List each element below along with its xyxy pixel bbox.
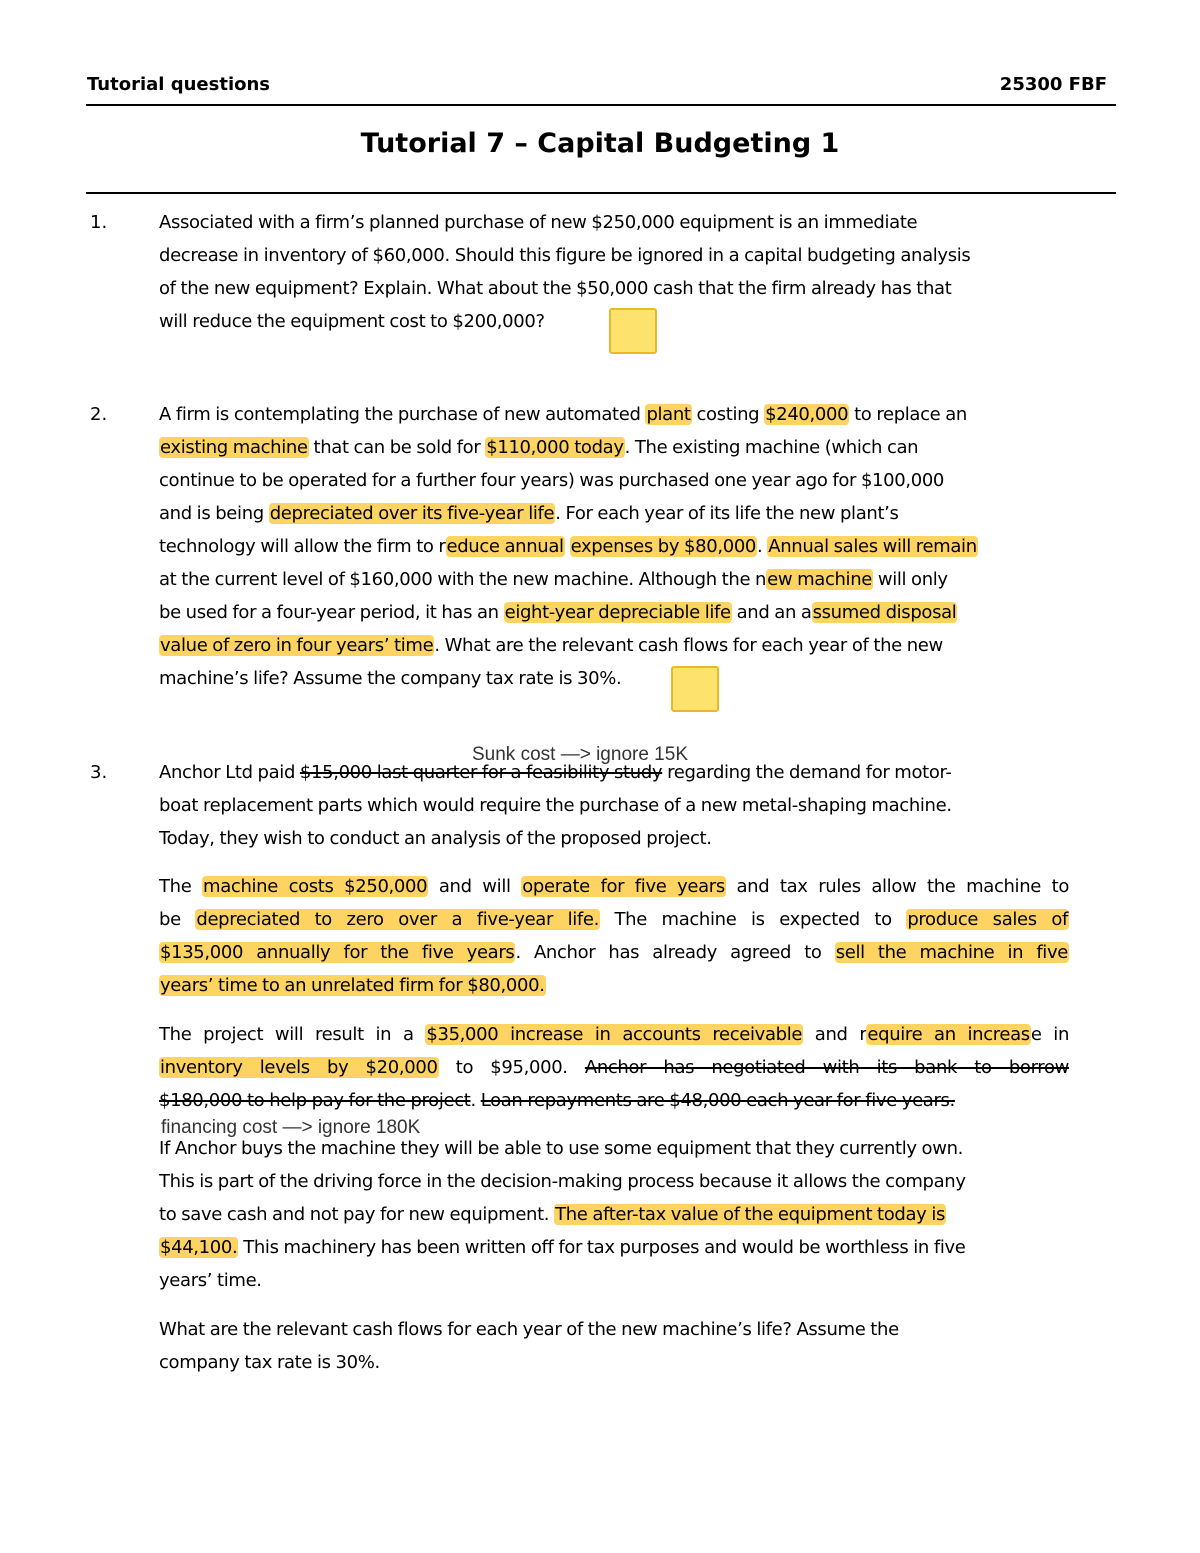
q3-para-2 [159, 870, 1069, 1002]
q2-line: at the current level of $160,000 with the new machine. Although the new machine will only [159, 569, 948, 590]
q2-line: continue to be operated for a further four years) was purchased one year ago for $100,000 [159, 470, 945, 491]
q3-line: Today, they wish to conduct an analysis of the proposed project. [159, 828, 712, 849]
highlight: produce sales of [907, 909, 1069, 930]
title-rule [86, 192, 1116, 194]
highlight: ssumed disposal [812, 602, 957, 623]
q3-para-1 [159, 756, 1069, 855]
highlight: sell the machine in five [835, 942, 1068, 963]
q2-line: machine’s life? Assume the company tax rate is 30%. [159, 668, 622, 689]
highlight: existing machine [160, 437, 308, 458]
q1-number: 1. [90, 212, 108, 233]
highlight: eight-year depreciable life [504, 602, 731, 623]
highlight: equire an increas [867, 1024, 1030, 1045]
q3-line: $180,000 to help pay for the project. Loan repayments are $48,000 each year for five years. [159, 1090, 955, 1111]
highlight: ew machine [767, 569, 872, 590]
highlight: $135,000 annually for the five years [160, 942, 515, 963]
struck-text: Anchor has negotiated with its bank to borrow [584, 1057, 1069, 1078]
q2-line: existing machine that can be sold for $110,000 today. The existing machine (which can [160, 437, 919, 458]
highlight: $35,000 increase in accounts receivable [426, 1024, 803, 1045]
highlight: plant [646, 404, 691, 425]
q3-line: What are the relevant cash flows for each year of the new machine’s life? Assume the [159, 1319, 899, 1340]
q2-line: value of zero in four years’ time. What are the relevant cash flows for each year of the new [160, 635, 943, 656]
struck-text: Loan repayments are $48,000 each year for five years. [480, 1090, 955, 1111]
q3-line: $44,100. This machinery has been written off for tax purposes and would be worthless in five [160, 1237, 966, 1258]
struck-text: $15,000 last quarter for a feasibility study [299, 762, 663, 783]
q3-line: boat replacement parts which would require the purchase of a new metal-shaping machine. [159, 795, 952, 816]
sticky-note-icon[interactable] [671, 666, 719, 712]
q3-line: $135,000 annually for the five years. Anchor has already agreed to sell the machine in five [160, 942, 1068, 963]
header-rule [86, 104, 1116, 106]
q3-line: The project will result in a $35,000 increase in accounts receivable and require an increase in [159, 1024, 1070, 1045]
q2-line: technology will allow the firm to reduce annual expenses by $80,000. Annual sales will remain [159, 536, 977, 557]
sticky-note-icon[interactable] [609, 308, 657, 354]
page-title: Tutorial 7 – Capital Budgeting 1 [360, 128, 840, 159]
q2-line: and is being depreciated over its five-year life. For each year of its life the new plant’s [159, 503, 899, 524]
highlight: Annual sales will remain [768, 536, 977, 557]
q2-text [159, 398, 1069, 695]
q3-line: be depreciated to zero over a five-year life. The machine is expected to produce sales of [159, 909, 1069, 930]
q3-line: years’ time. [159, 1270, 262, 1291]
highlight: depreciated over its five-year life [269, 503, 555, 524]
highlight: expenses by $80,000 [570, 536, 757, 557]
q3-line: This is part of the driving force in the decision-making process because it allows the company [159, 1171, 966, 1192]
q3-number: 3. [90, 762, 108, 783]
q3-line: to save cash and not pay for new equipment. The after-tax value of the equipment today is [159, 1204, 946, 1225]
highlight: machine costs $250,000 [203, 876, 428, 897]
highlight: $110,000 today [486, 437, 624, 458]
q1-line: will reduce the equipment cost to $200,000? [159, 311, 545, 332]
q3-line: The machine costs $250,000 and will operate for five years and tax rules allow the machine to [159, 876, 1069, 897]
q3-line: Anchor Ltd paid $15,000 last quarter for a feasibility study regarding the demand for motor- [159, 762, 952, 783]
q3-line: If Anchor buys the machine they will be able to use some equipment that they currently own. [159, 1138, 964, 1159]
q1-line: Associated with a firm’s planned purchase of new $250,000 equipment is an immediate [159, 212, 918, 233]
q2-line: A firm is contemplating the purchase of new automated plant costing $240,000 to replace an [159, 404, 967, 425]
highlight: $44,100. [160, 1237, 238, 1258]
highlight: operate for five years [522, 876, 725, 897]
q3-line: inventory levels by $20,000 to $95,000. Anchor has negotiated with its bank to borrow [160, 1057, 1069, 1078]
highlight: depreciated to zero over a five-year life. [196, 909, 599, 930]
highlight: value of zero in four years’ time [160, 635, 434, 656]
q3-line [159, 969, 1069, 1002]
annotation-financing-cost: financing cost —> ignore 180K [161, 1117, 421, 1138]
q1-line: of the new equipment? Explain. What about the $50,000 cash that the firm already has that [159, 278, 952, 299]
annotation-sunk-cost: Sunk cost —> ignore 15K [472, 744, 688, 765]
q3-line: company tax rate is 30%. [159, 1352, 380, 1373]
q3-para-4 [159, 1132, 1069, 1297]
q2-number: 2. [90, 404, 108, 425]
highlight: $240,000 [765, 404, 849, 425]
highlight: educe annual [446, 536, 564, 557]
highlight: inventory levels by $20,000 [160, 1057, 438, 1078]
q1-line: decrease in inventory of $60,000. Should this figure be ignored in a capital budgeting analysis [159, 245, 971, 266]
q2-line: be used for a four-year period, it has an eight-year depreciable life and an assumed disposal [159, 602, 957, 623]
header-right: 25300 FBF [999, 74, 1107, 95]
highlight: years’ time to an unrelated firm for $80,000. [160, 975, 545, 996]
q3-para-3 [159, 1018, 1069, 1117]
header-left: Tutorial questions [87, 74, 271, 95]
struck-text: $180,000 to help pay for the project [159, 1090, 471, 1111]
highlight: The after-tax value of the equipment today is [555, 1204, 946, 1225]
q3-para-5 [159, 1313, 1069, 1379]
